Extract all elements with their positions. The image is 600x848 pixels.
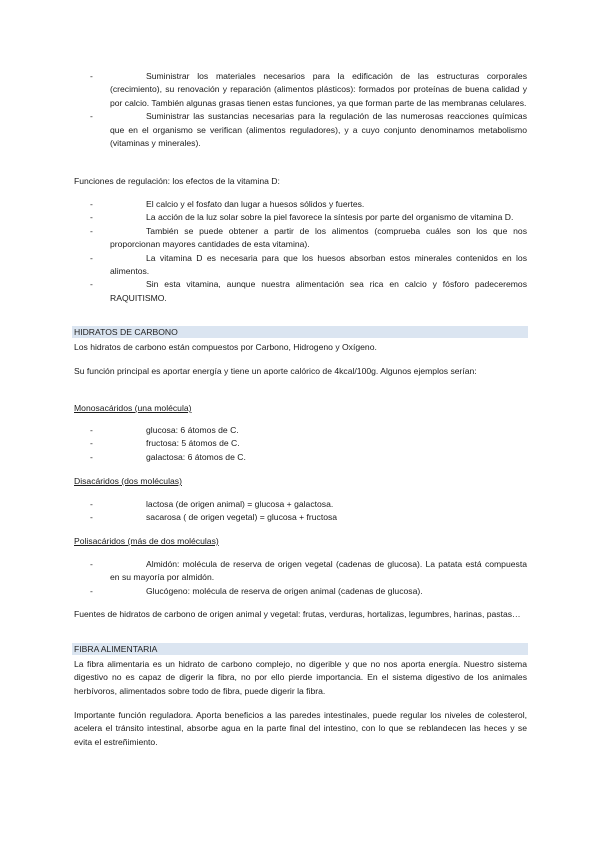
list-item-text: Suministrar los materiales necesarios para la edificación de las estructuras corporales (crecimiento), su renovación y reparación (alimentos plásticos): formados por proteínas de buena calidad y por calcio. También algunas grasas tienen estas funciones, ya que forman parte de las membranas celulares. bbox=[110, 71, 527, 108]
hidratos-composition: Los hidratos de carbono están compuestos por Carbono, Hidrogeno y Oxígeno. bbox=[74, 342, 377, 352]
list-item bbox=[74, 252, 527, 279]
list-bullet: - bbox=[90, 212, 93, 223]
monosacaridos-list bbox=[74, 424, 527, 464]
list-item bbox=[74, 558, 527, 585]
list-item bbox=[74, 225, 527, 252]
list-bullet: - bbox=[90, 279, 93, 290]
vitamin-d-list bbox=[74, 198, 527, 305]
list-item-text: fructosa: 5 átomos de C. bbox=[146, 438, 240, 449]
section-heading-fibra: FIBRA ALIMENTARIA bbox=[72, 643, 528, 655]
list-item-text: Suministrar las sustancias necesarias para la regulación de las numerosas reacciones químicas que en el organismo se verifican (alimentos reguladores), y a cuyo conjunto denominamos metabolismo (vitaminas y minerales). bbox=[110, 111, 527, 149]
list-bullet: - bbox=[90, 499, 93, 509]
list-item-text: Almidón: molécula de reserva de origen vegetal (cadenas de glucosa). La patata está compuesta en su mayoría por almidón. bbox=[110, 559, 527, 583]
list-bullet: - bbox=[90, 111, 93, 122]
polisacaridos-list bbox=[74, 558, 527, 598]
list-item bbox=[74, 211, 527, 224]
list-bullet: - bbox=[90, 71, 93, 81]
fibra-function: Importante función reguladora. Aporta beneficios a las paredes intestinales, puede regular los niveles de colesterol, acelera el tránsito intestinal, absorbe agua en la parte final del intestino, con lo que se reblandecen las heces y se evita el estreñimiento. bbox=[74, 710, 527, 747]
list-item bbox=[74, 198, 527, 211]
list-item-text: lactosa (de origen animal) = glucosa + galactosa. bbox=[146, 499, 334, 509]
subheading-monosacaridos: Monosacáridos (una molécula) bbox=[74, 403, 192, 413]
list-bullet: - bbox=[90, 438, 93, 449]
list-bullet: - bbox=[90, 559, 93, 569]
list-bullet: - bbox=[90, 225, 93, 236]
list-item-text: La acción de la luz solar sobre la piel favorece la síntesis por parte del organismo de vitamina D. bbox=[146, 212, 514, 223]
list-item bbox=[74, 511, 527, 524]
list-bullet: - bbox=[90, 425, 93, 435]
list-item-text: El calcio y el fosfato dan lugar a huesos sólidos y fuertes. bbox=[146, 199, 365, 209]
disacaridos-list bbox=[74, 498, 527, 525]
subheading-disacaridos: Disacáridos (dos moléculas) bbox=[74, 476, 182, 486]
nutrient-functions-list bbox=[74, 70, 527, 150]
hidratos-sources: Fuentes de hidratos de carbono de origen animal y vegetal: frutas, verduras, hortalizas, legumbres, harinas, pastas… bbox=[74, 609, 521, 619]
list-bullet: - bbox=[90, 585, 93, 596]
subheading-polisacaridos: Polisacáridos (más de dos moléculas) bbox=[74, 536, 219, 546]
list-item bbox=[74, 451, 527, 464]
list-item-text: Glucógeno: molécula de reserva de origen animal (cadenas de glucosa). bbox=[146, 585, 423, 596]
list-item bbox=[74, 424, 527, 437]
list-bullet: - bbox=[90, 512, 93, 523]
vitamin-d-intro: Funciones de regulación: los efectos de la vitamina D: bbox=[74, 176, 280, 186]
list-item bbox=[74, 278, 527, 305]
list-item-text: Sin esta vitamina, aunque nuestra alimentación sea rica en calcio y fósforo padeceremos RAQUITISMO. bbox=[110, 279, 527, 303]
list-item-text: También se puede obtener a partir de los alimentos (comprueba cuáles son los que nos proporcionan mayores cantidades de esta vitamina). bbox=[110, 225, 527, 250]
list-item-text: La vitamina D es necesaria para que los huesos absorban estos minerales contenidos en los alimentos. bbox=[110, 252, 527, 277]
fibra-definition: La fibra alimentaria es un hidrato de carbono complejo, no digerible y que no nos aporta energía. Nuestro sistema digestivo no es capaz de digerir la fibra, no por ello pierde importancia. En el sistema digestivo de los animales herbívoros, alimentados sobre todo de fibra, puede digerir la fibra. bbox=[74, 659, 527, 696]
list-item bbox=[74, 70, 527, 110]
hidratos-function: Su función principal es aportar energía y tiene un aporte calórico de 4kcal/100g. Algunos ejemplos serían: bbox=[74, 366, 477, 376]
list-bullet: - bbox=[90, 252, 93, 263]
list-item bbox=[74, 110, 527, 150]
list-item-text: glucosa: 6 átomos de C. bbox=[146, 425, 239, 435]
section-heading-hidratos: HIDRATOS DE CARBONO bbox=[72, 326, 528, 338]
list-item bbox=[74, 437, 527, 450]
list-bullet: - bbox=[90, 199, 93, 209]
list-item bbox=[74, 498, 527, 511]
list-item-text: galactosa: 6 átomos de C. bbox=[146, 451, 246, 462]
list-item bbox=[74, 585, 527, 598]
list-bullet: - bbox=[90, 451, 93, 462]
list-item-text: sacarosa ( de origen vegetal) = glucosa + fructosa bbox=[146, 512, 338, 523]
